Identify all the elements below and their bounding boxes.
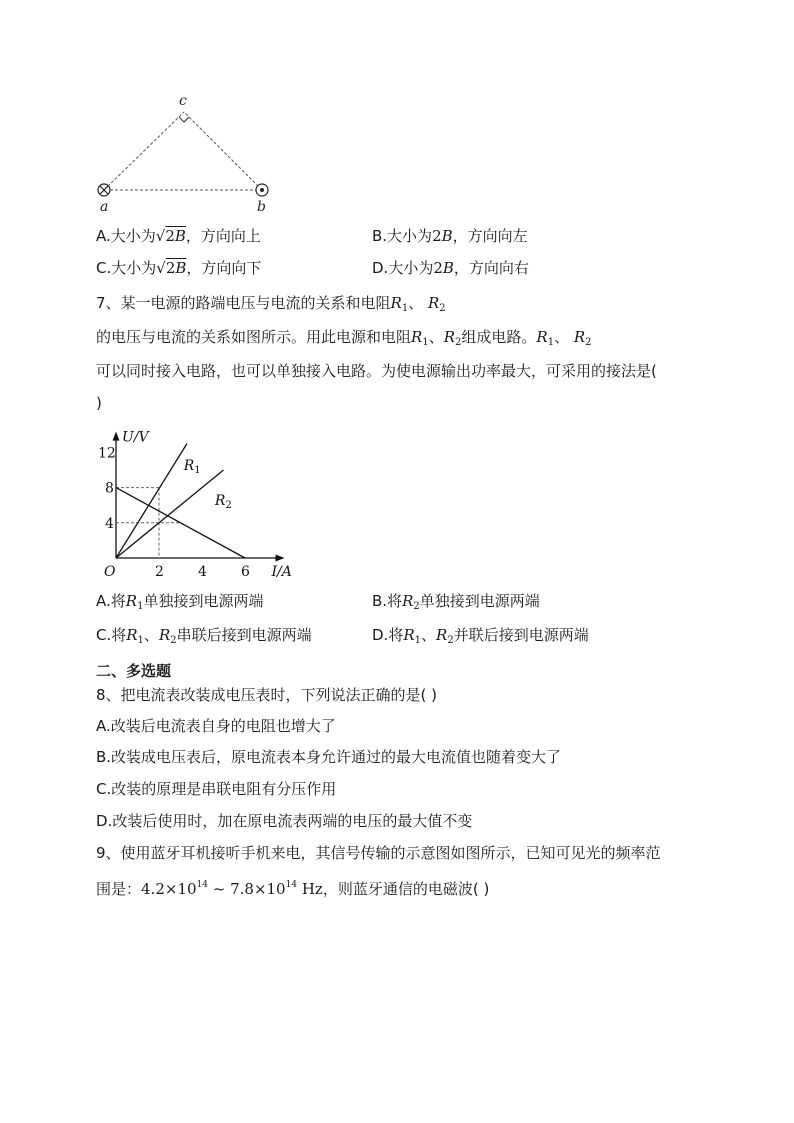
q8-option-d: D.改装后使用时，加在原电流表两端的电压的最大值不变 [96, 812, 473, 830]
series-label-r2: $R_2$ [214, 493, 232, 512]
sqrt-2-b: √2B [156, 259, 187, 277]
q9-stem-line2: 围是：$4.2\times 10^{14}$ ~ $7.8\times 10^{14}$ Hz，则蓝牙通信的电磁波( ) [96, 880, 490, 898]
line-bc [184, 112, 262, 190]
label-c: c [179, 93, 187, 109]
q6-option-d: D.大小为2B，方向向右 [372, 259, 529, 277]
q8-stem: 8、把电流表改装成电压表时，下列说法正确的是( ) [96, 686, 438, 704]
y-tick-label: 12 [98, 445, 116, 462]
triangle-figure [90, 90, 280, 215]
source-line [116, 488, 245, 558]
q7-option-c: C.将$R_1$、$R_2$串联后接到电源两端 [96, 626, 312, 646]
x-tick-label: 2 [155, 564, 164, 580]
x-tick-label: 4 [198, 564, 207, 580]
current-out-of-page-icon [256, 184, 268, 196]
origin-label: O [104, 564, 116, 580]
q6-option-c: C.大小为√2B，方向向下 [96, 259, 262, 277]
label-b: b [257, 199, 266, 215]
q6-option-b: B.大小为2B，方向向左 [372, 227, 528, 245]
q7-stem-line4: ) [96, 394, 102, 412]
section-title: 二、多选题 [96, 662, 172, 680]
q7-option-d: D.将$R_1$、$R_2$并联后接到电源两端 [372, 626, 589, 646]
q7-stem-line1: 7、某一电源的路端电压与电流的关系和电阻$R_1$、 $R_2$ [96, 294, 446, 314]
q7-stem-line3: 可以同时接入电路，也可以单独接入电路。为使电源输出功率最大，可采用的接法是( [96, 362, 657, 380]
q8-option-c: C.改装的原理是串联电阻有分压作用 [96, 780, 337, 798]
y-axis-arrow [113, 432, 120, 441]
x-axis-label: I/A [271, 564, 292, 580]
x-tick-label: 6 [241, 564, 250, 580]
series-line-r1 [116, 444, 187, 558]
line-ac [104, 112, 184, 190]
u-i-graph [96, 415, 296, 585]
q8-option-a: A.改装后电流表自身的电阻也增大了 [96, 717, 336, 735]
series-label-r1: $R_1$ [183, 458, 201, 476]
series-line-r2 [116, 470, 224, 558]
label-a: a [100, 199, 109, 215]
q7-option-a: A.将$R_1$单独接到电源两端 [96, 592, 264, 612]
sqrt-2-b: √2B [155, 227, 186, 245]
y-axis-label: U/V [122, 429, 149, 446]
q6-option-a: A.大小为√2B，方向向上 [96, 227, 261, 245]
q7-stem-line2: 的电压与电流的关系如图所示。用此电源和电阻$R_1$、$R_2$组成电路。$R_1$、 $R_2$ [96, 328, 592, 348]
q8-option-b: B.改装成电压表后，原电流表本身允许通过的最大电流值也随着变大了 [96, 748, 562, 766]
q7-option-b: B.将$R_2$单独接到电源两端 [372, 592, 540, 612]
current-into-page-icon [98, 184, 110, 196]
x-axis-arrow [276, 555, 285, 562]
y-tick-label: 8 [105, 480, 114, 497]
y-tick-label: 4 [105, 515, 114, 532]
right-angle-mark [179, 117, 189, 122]
q9-stem-line1: 9、使用蓝牙耳机接听手机来电，其信号传输的示意图如图所示，已知可见光的频率范 [96, 844, 661, 862]
